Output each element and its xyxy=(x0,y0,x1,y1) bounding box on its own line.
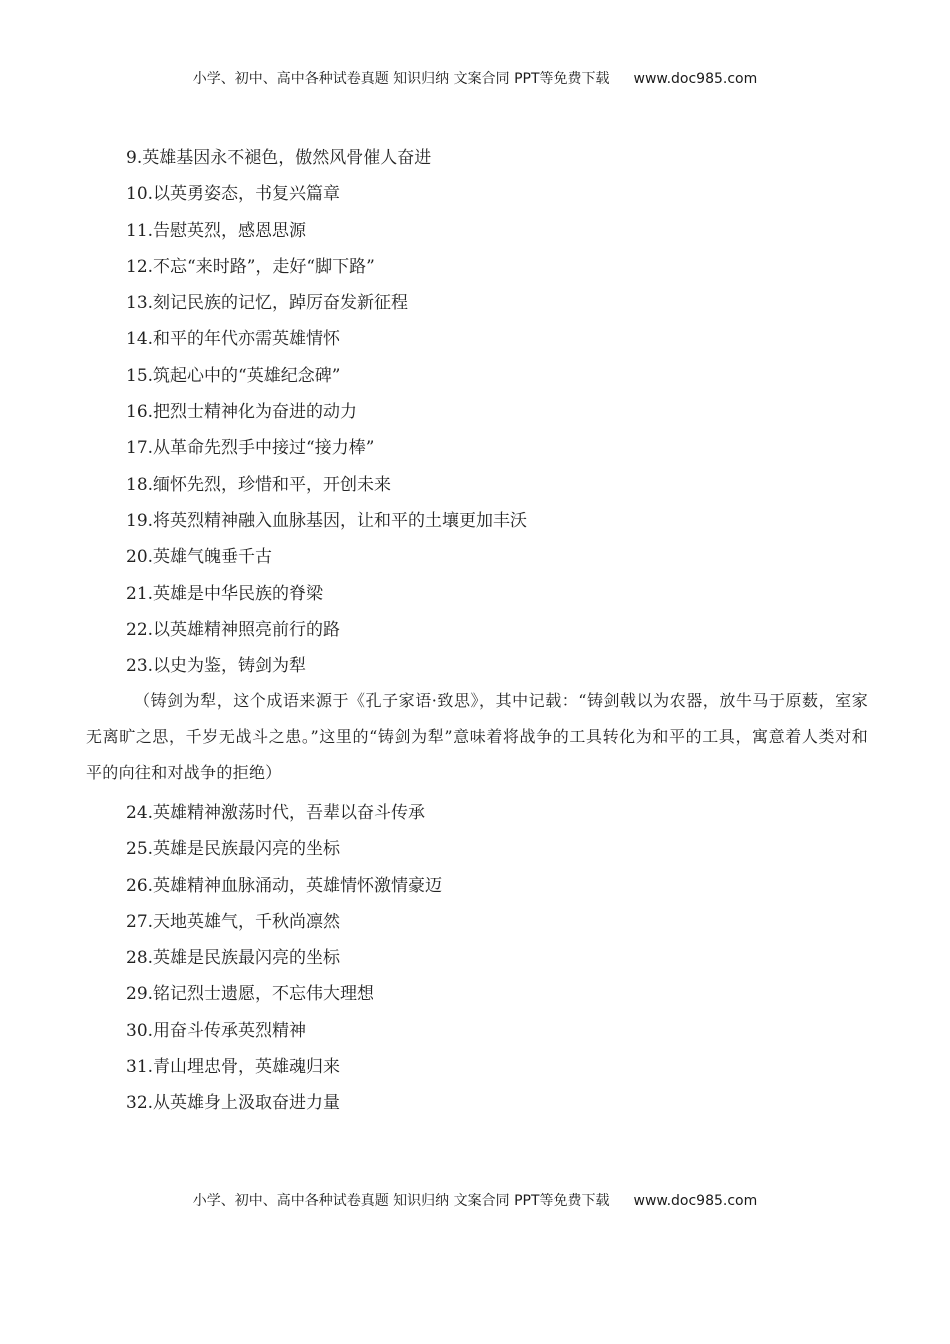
header-text: 小学、初中、高中各种试卷真题 知识归纳 文案合同 PPT等免费下载 xyxy=(192,71,610,87)
list-item: 14.和平的年代亦需英雄情怀 xyxy=(126,329,341,350)
list-item: 25.英雄是民族最闪亮的坐标 xyxy=(126,839,341,860)
list-item: 17.从革命先烈手中接过“接力棒” xyxy=(126,438,375,459)
list-item: 13.刻记民族的记忆，踔厉奋发新征程 xyxy=(126,293,409,314)
list-item: 21.英雄是中华民族的脊梁 xyxy=(126,583,324,604)
list-item: 11.告慰英烈，感恩思源 xyxy=(126,220,307,241)
list-item: 16.把烈士精神化为奋进的动力 xyxy=(126,402,358,423)
list-item: 20.英雄气魄垂千古 xyxy=(126,547,273,568)
list-item: 15.筑起心中的“英雄纪念碑” xyxy=(126,365,341,386)
list-item: 9.英雄基因永不褪色，傲然风骨催人奋进 xyxy=(126,148,432,168)
list-item: 31.青山埋忠骨，英雄魂归来 xyxy=(126,1057,341,1078)
list-item: 24.英雄精神激荡时代，吾辈以奋斗传承 xyxy=(126,803,426,823)
page-footer xyxy=(0,1190,950,1210)
list-item: 10.以英勇姿态，书复兴篇章 xyxy=(126,184,341,205)
page-header xyxy=(0,68,950,88)
slogan-list-a xyxy=(126,140,527,684)
list-item: 19.将英烈精神融入血脉基因，让和平的土壤更加丰沃 xyxy=(126,510,528,531)
list-item: 22.以英雄精神照亮前行的路 xyxy=(126,619,341,640)
list-item: 18.缅怀先烈，珍惜和平，开创未来 xyxy=(126,474,392,495)
list-item: 26.英雄精神血脉涌动，英雄情怀激情豪迈 xyxy=(126,875,443,896)
list-item: 28.英雄是民族最闪亮的坐标 xyxy=(126,948,341,969)
list-item: 30.用奋斗传承英烈精神 xyxy=(126,1020,307,1041)
list-item: 23.以史为鉴，铸剑为犁 xyxy=(126,656,307,677)
header-site-link[interactable]: www.doc985.com xyxy=(633,71,758,87)
list-item: 27.天地英雄气，千秋尚凛然 xyxy=(126,911,341,932)
footer-site-link[interactable]: www.doc985.com xyxy=(633,1193,758,1209)
slogan-list-b xyxy=(126,795,442,1122)
list-item: 32.从英雄身上汲取奋进力量 xyxy=(126,1093,341,1114)
footer-text: 小学、初中、高中各种试卷真题 知识归纳 文案合同 PPT等免费下载 xyxy=(192,1193,610,1209)
list-item: 12.不忘“来时路”，走好“脚下路” xyxy=(126,256,375,277)
explanation-note: （铸剑为犁，这个成语来源于《孔子家语·致思》，其中记载：“铸剑戟以为农器，放牛马于原薮，室家无离旷之思，千岁无战斗之患。”这里的“铸剑为犁”意味着将战争的工具转化为和平的工具，寓意着人类对和平的向往和对战争的拒绝） xyxy=(86,691,868,782)
list-item: 29.铭记烈士遗愿，不忘伟大理想 xyxy=(126,984,375,1005)
